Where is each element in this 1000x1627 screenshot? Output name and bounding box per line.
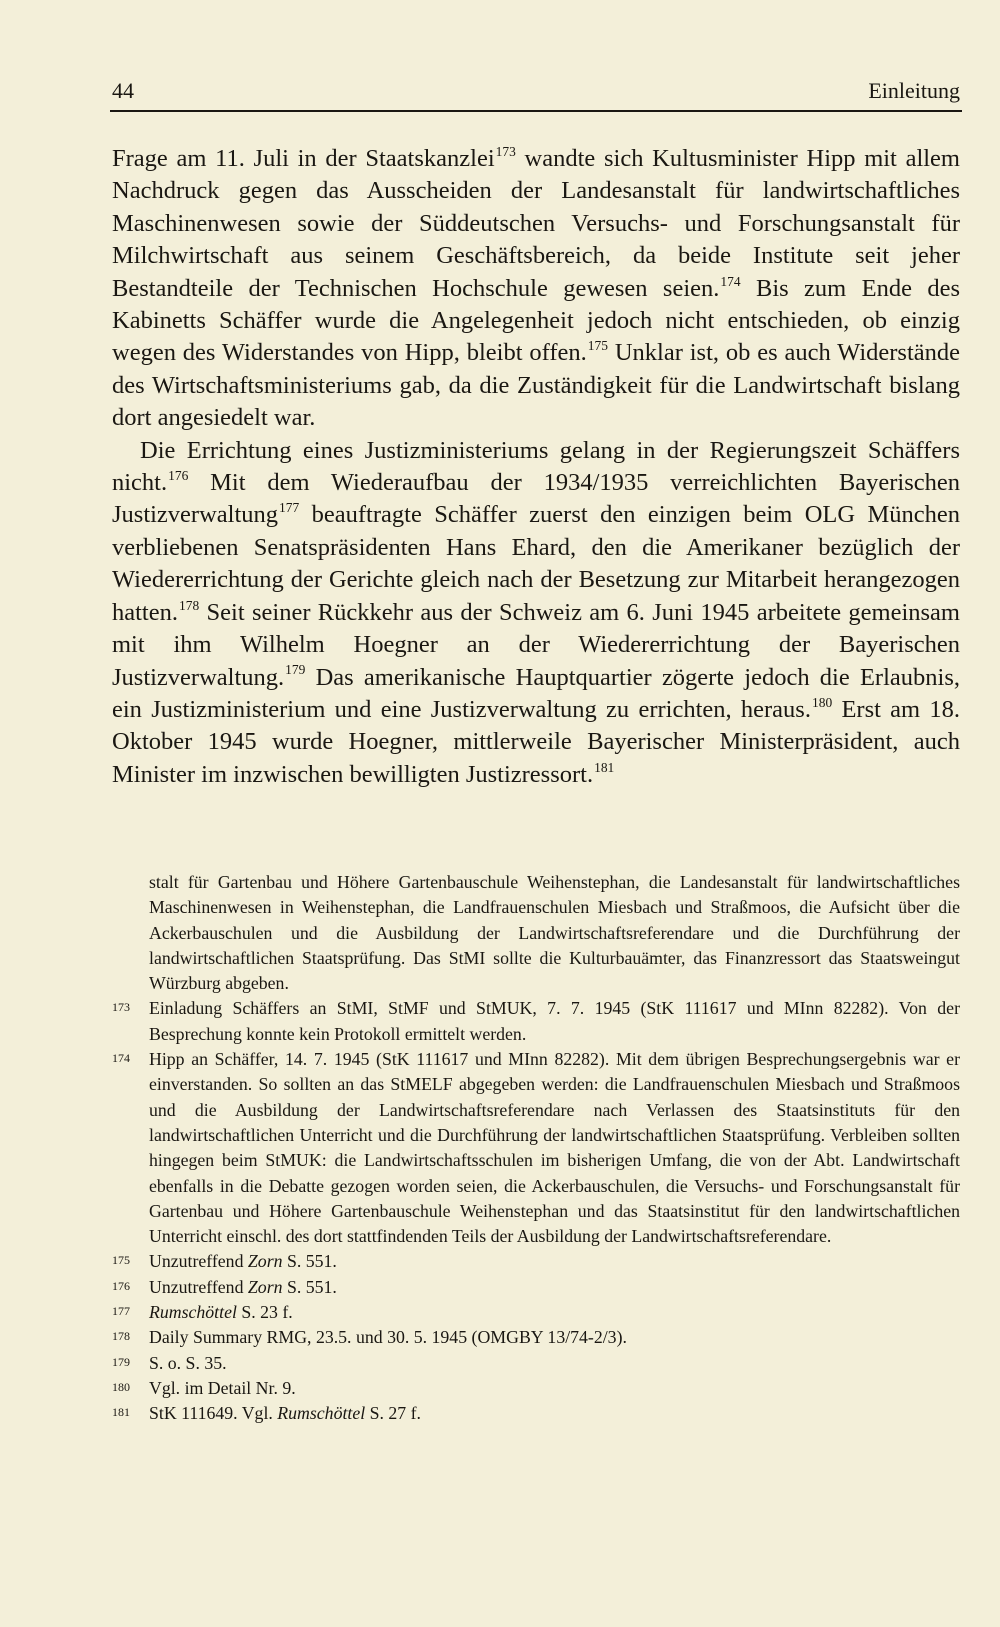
author-name: Zorn (247, 1251, 283, 1272)
footnote-174 (112, 1047, 960, 1249)
text-run: Erst am 18. Oktober 1945 wurde Hoegner, mittlerweile Bayerischer Ministerpräsident, auch Minister im inzwischen bewilligten Justizressort. (112, 695, 960, 788)
text-run: Mit dem Wiederaufbau der 1934/1935 verreichlichten Bayerischen Justizverwaltung (112, 469, 960, 529)
header-rule (110, 110, 962, 112)
text-run: Seit seiner Rückkehr aus der Schweiz am 6. Juni 1945 arbeitete gemeinsam mit ihm Wilhelm Hoegner an der Wiedererrichtung der Bayerischen Justizverwaltung. (112, 598, 960, 691)
page-number: 44 (112, 78, 134, 103)
footnote-ref[interactable]: 174 (720, 273, 741, 289)
footnote-number: 181 (112, 1405, 130, 1420)
author-name: Zorn (247, 1276, 283, 1297)
footnote-number: 176 (112, 1278, 130, 1293)
text-run: S. 27 f. (365, 1403, 422, 1424)
footnote-ref[interactable]: 179 (285, 662, 306, 678)
footnote-ref[interactable]: 178 (179, 597, 200, 613)
text-run: beauftragte Schäffer zuerst den einzigen beim OLG München verbliebenen Senatspräsidenten Hans Ehard, den die Amerikaner bezüglich der Wiedererrichtung der Gerichte gleich nach der Besetzung zur Mitarbeit herangezogen hatten. (112, 501, 960, 626)
footnote-173 (112, 996, 960, 1047)
footnote-text: Daily Summary RMG, 23.5. und 30. 5. 1945 (OMGBY 13/74-2/3). (149, 1327, 627, 1348)
footnote-177 (112, 1300, 960, 1325)
footnote-text (149, 1401, 960, 1426)
text-run: Unzutreffend (149, 1276, 248, 1297)
author-name: Rumschöttel (149, 1302, 237, 1323)
footnote-number: 175 (112, 1253, 130, 1268)
text-run: StK 111649. Vgl. (149, 1403, 278, 1424)
author-name: Rumschöttel (277, 1403, 366, 1424)
footnote-175 (112, 1249, 960, 1274)
paragraph (112, 143, 960, 435)
footnote-ref[interactable]: 177 (279, 500, 300, 516)
footnote-ref[interactable]: 180 (811, 694, 833, 710)
footnote-number: 173 (112, 1000, 130, 1015)
footnote-continuation: stalt für Gartenbau und Höhere Gartenbauschule Weihenstephan, die Landesanstalt für landwirtschaftliches Maschinenwesen in Weihenstephan, die Landfrauenschulen Miesbach und Straßmoos, die Aufsicht über die Ackerbauschulen und die Ausbildung der Landwirtschaftsreferendare und die Durchführung der landwirtschaftlichen Staatsprüfung. Das StMI sollte die Kulturbauämter, das Finanzressort das Staatsweingut Würzburg abgeben. (149, 872, 960, 994)
footnote-181 (112, 1401, 960, 1426)
text-run: Bis zum Ende des Kabinetts Schäffer wurde die Angelegenheit jedoch nicht entschieden, ob einzig wegen des Widerstandes von Hipp, bleibt offen. (112, 274, 960, 367)
footnote-text (149, 1300, 960, 1325)
footnote-176 (112, 1275, 960, 1300)
footnote-number: 178 (112, 1329, 130, 1344)
paragraph (112, 435, 960, 791)
text-run: Unzutreffend (149, 1251, 248, 1272)
footnote-number: 177 (112, 1304, 130, 1319)
footnote-ref[interactable]: 181 (594, 759, 615, 775)
text-run: Unklar ist, ob es auch Widerstände des Wirtschaftsministeriums gab, da die Zuständigkeit für die Landwirtschaft bislang dort angesiedelt war. (112, 339, 961, 432)
footnote-ref[interactable]: 175 (587, 338, 608, 354)
footnote-text: Einladung Schäffers an StMI, StMF und StMUK, 7. 7. 1945 (StK 111617 und MInn 82282). Von der Besprechung konnte kein Protokoll ermittelt werden. (149, 998, 960, 1044)
footnote-number: 180 (112, 1379, 130, 1394)
text-run: S. 551. (282, 1276, 337, 1297)
footnote-178 (112, 1325, 960, 1350)
footnote-number: 174 (112, 1051, 130, 1066)
footnote-180 (112, 1376, 960, 1401)
text-run: S. 23 f. (236, 1302, 293, 1323)
text-run: Die Errichtung eines Justizministeriums gelang in der Regierungszeit Schäffers nicht. (112, 436, 960, 497)
text-run: S. 551. (282, 1251, 337, 1272)
main-text (112, 143, 960, 791)
footnote-179 (112, 1351, 960, 1376)
footnote-text (149, 1249, 960, 1274)
footnote-text: Hipp an Schäffer, 14. 7. 1945 (StK 111617 und MInn 82282). Mit dem übrigen Besprechungsergebnis war er einverstanden. So sollten an das StMELF abgegeben werden: die Landfrauenschulen Miesbach und Straßmoos und die Ausbildung der Landwirtschaftsreferendare nach Verlassen des Staatsinstituts für den landwirtschaftlichen Unterricht und die Durchführung der landwirtschaftlichen Staatsprüfung. Verbleiben sollten hingegen beim StMUK: die Landwirtschaftsschulen im bisherigen Umfang, die von der Abt. Landwirtschaft ebenfalls in die Debatte gezogen worden seien, die Ackerbauschulen, die Versuchs- und Forschungsanstalt für Gartenbau und Höhere Gartenbauschule Weihenstephan und das Staatsinstitut für den landwirtschaftlichen Unterricht einschl. des dort stattfindenden Teils der Ausbildung der Landwirtschaftsreferendare. (149, 1049, 960, 1247)
running-head (112, 78, 960, 104)
text-run: Frage am 11. Juli in der Staatskanzlei (112, 145, 495, 172)
section-title: Einleitung (868, 78, 960, 103)
footnote-text: Vgl. im Detail Nr. 9. (149, 1377, 296, 1398)
footnote-ref[interactable]: 173 (495, 143, 516, 159)
text-run: Das amerikanische Hauptquartier zögerte jedoch die Erlaubnis, ein Justizministerium und eine Justizverwaltung zu errichten, heraus. (112, 663, 960, 723)
footnote-text: S. o. S. 35. (149, 1352, 227, 1373)
text-run: wandte sich Kultusminister Hipp mit allem Nachdruck gegen das Ausscheiden der Landesanstalt für landwirtschaftliches Maschinenwesen sowie der Süddeutschen Versuchs- und Forschungsanstalt für Milchwirtschaft aus seinem Geschäftsbereich, da beide Institute seit jeher Bestandteile der Technischen Hochschule gewesen seien. (112, 145, 960, 302)
footnote-ref[interactable]: 176 (168, 467, 189, 483)
footnotes (112, 870, 960, 1427)
footnote-number: 179 (112, 1354, 130, 1369)
footnote-text (149, 1275, 960, 1300)
